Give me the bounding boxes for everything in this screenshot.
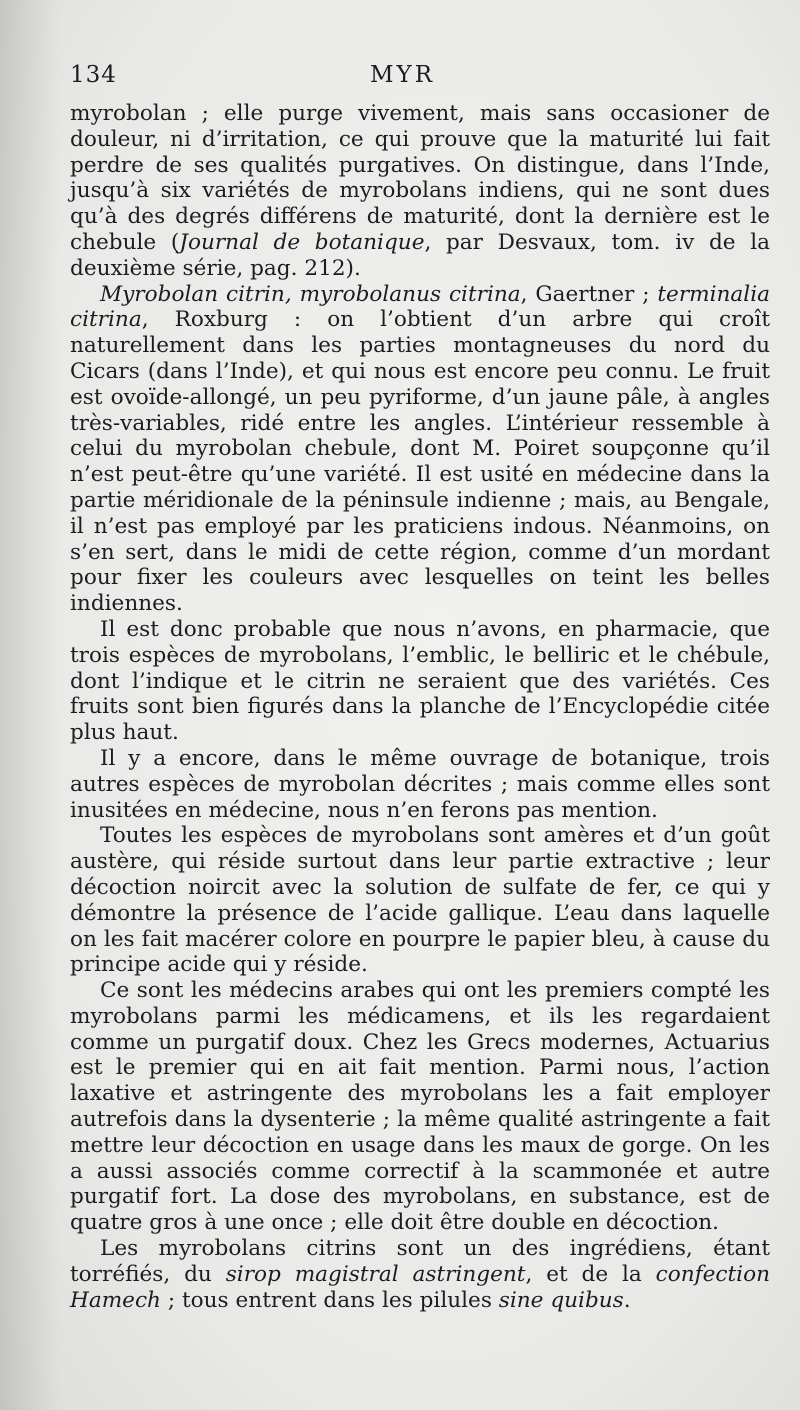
text-segment: Il est donc probable que nous n’avons, en pharmacie, que trois espèces de myrobolans, l’emblic, le belliric et le chébule, dont l’indique et le citrin ne seraient que des variétés. Ces fruits sont bien figurés dans la planche de l’Encyclopédie citée plus haut. — [70, 616, 770, 746]
paragraph-6 — [70, 978, 770, 1236]
text-segment: . — [623, 1287, 631, 1313]
paragraph-4 — [70, 746, 770, 823]
italic-segment: Myrobolan citrin, myrobolanus citrina — [100, 281, 521, 307]
italic-segment: sirop magistral astringent — [225, 1261, 526, 1287]
text-segment: Ce sont les médecins arabes qui ont les premiers compté les myrobolans parmi les médicamens, et ils les regardaient comme un purgatif doux. Chez les Grecs modernes, Actuarius est le premier qui en ait fait mention. Parmi nous, l’action laxative et astringente des myrobolans les a fait employer autrefois dans la dysenterie ; la même qualité astringente a fait mettre leur décoction en usage dans les maux de gorge. On les a aussi associés comme correctif à la scammonée et autre purgatif fort. La dose des myrobolans, en substance, est de quatre gros à une once ; elle doit être double en décoction. — [70, 978, 770, 1236]
italic-segment: sine quibus — [498, 1287, 624, 1313]
paragraph-5 — [70, 823, 770, 978]
italic-segment: confection Hamech — [70, 1261, 770, 1313]
paragraph-2 — [70, 282, 770, 617]
text-segment: , par Desvaux, tom. iv de la deuxième série, pag. 212). — [70, 229, 770, 281]
text-segment: Toutes les espèces de myrobolans sont amères et d’un goût austère, qui réside surtout dans leur partie extractive ; leur décoction noircit avec la solution de sulfate de fer, ce qui y démontre la présence de l’acide gallique. L’eau dans laquelle on les fait macérer colore en pourpre le papier bleu, à cause du principe acide qui y réside. — [70, 823, 770, 978]
italic-segment: terminalia citrina — [70, 281, 770, 333]
body-text — [70, 101, 770, 1313]
text-segment: , Gaertner ; — [520, 281, 658, 307]
running-head: MYR — [370, 62, 436, 88]
italic-segment: Journal de botanique — [179, 229, 425, 255]
text-segment: ; tous entrent dans les pilules — [160, 1287, 499, 1313]
text-segment: Les myrobolans citrins sont un des ingrédiens, étant torréfiés, du — [70, 1236, 770, 1287]
page-number: 134 — [70, 62, 117, 88]
text-segment: , Roxburg : on l’obtient d’un arbre qui croît naturellement dans les parties montagneuses du nord du Cicars (dans l’Inde), et qui nous est encore peu connu. Le fruit est ovoïde-allongé, un peu pyriforme, d’un jaune pâle, à angles très-variables, ridé entre les angles. L’intérieur ressemble à celui du myrobolan chebule, dont M. Poiret soupçonne qu’il n’est peut-être qu’une variété. Il est usité en médecine dans la partie méridionale de la péninsule indienne ; mais, au Bengale, il n’est pas employé par les praticiens indous. Néanmoins, on s’en sert, dans le midi de cette région, comme d’un mordant pour fixer les couleurs avec lesquelles on teint les belles indiennes. — [70, 307, 770, 617]
text-segment: myrobolan ; elle purge vivement, mais sans occasioner de douleur, ni d’irritation, ce qui prouve que la maturité lui fait perdre de ses qualités purgatives. On distingue, dans l’Inde, jusqu’à six variétés de myrobolans indiens, qui ne sont dues qu’à des degrés différens de maturité, dont la dernière est le chebule ( — [70, 101, 770, 255]
paragraph-3 — [70, 617, 770, 746]
paragraph-7 — [70, 1236, 770, 1313]
page-header — [70, 62, 760, 92]
paragraph-1 — [70, 101, 770, 282]
binding-shadow — [0, 0, 60, 1410]
text-segment: Il y a encore, dans le même ouvrage de botanique, trois autres espèces de myrobolan décrites ; mais comme elles sont inusitées en médecine, nous n’en ferons pas mention. — [70, 745, 770, 823]
text-segment: , et de la — [525, 1261, 656, 1287]
